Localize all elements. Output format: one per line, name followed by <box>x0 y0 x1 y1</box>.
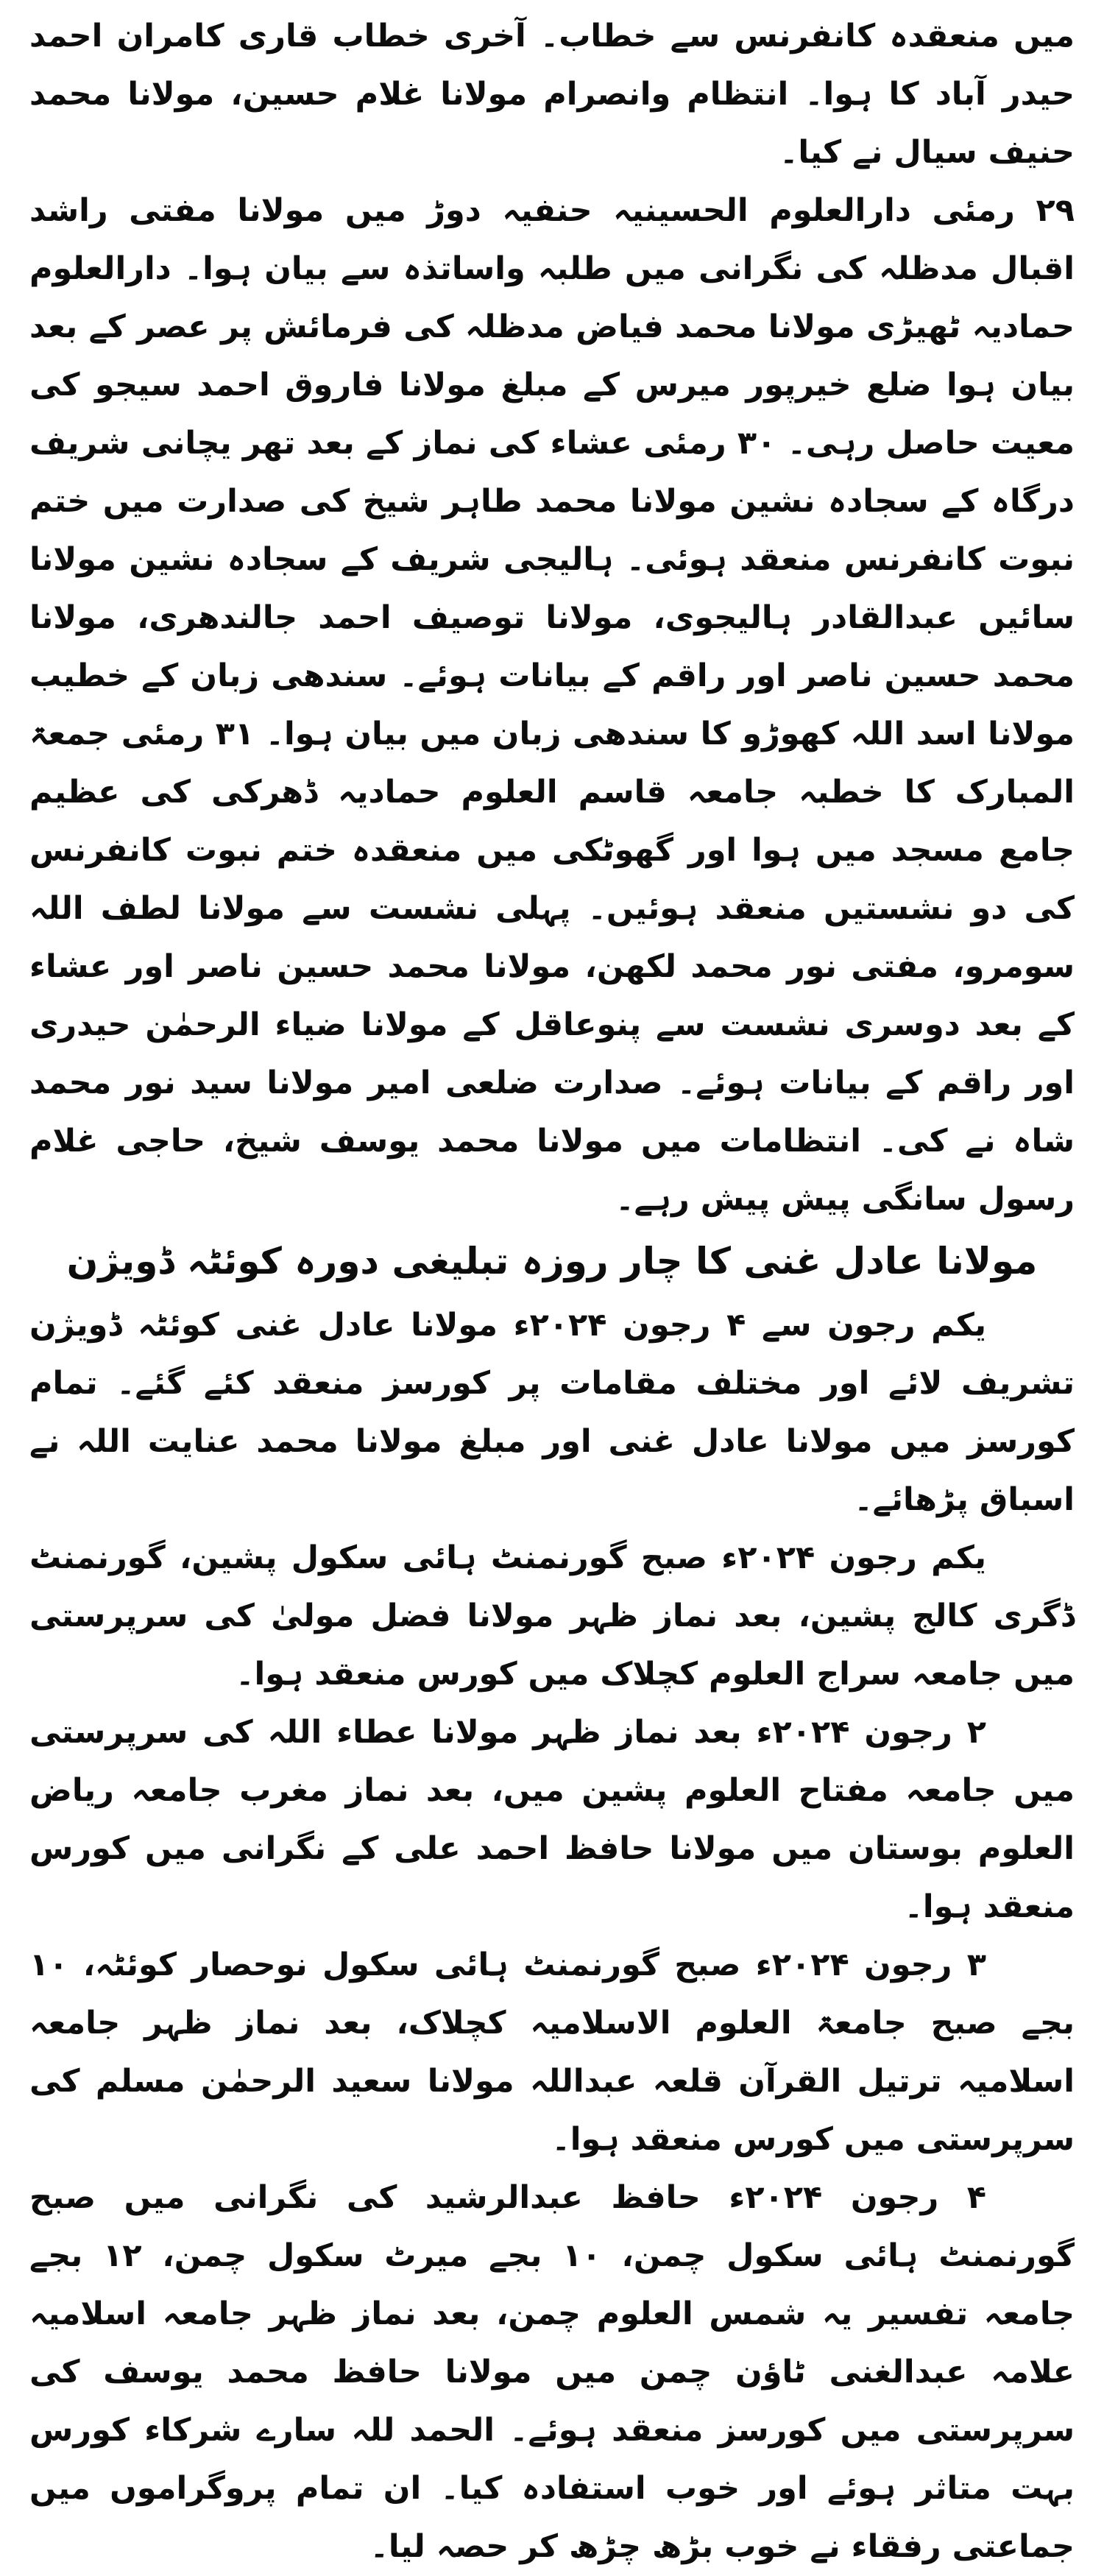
paragraph-intro-continuation: میں منعقدہ کانفرنس سے خطاب۔ آخری خطاب قاری کامران احمد حیدر آباد کا ہوا۔ انتظام وانصرام مولانا غلام حسین، مولانا محمد حنیف سیال نے کیا۔ <box>29 18 1075 171</box>
article-page <box>29 7 1075 2565</box>
paragraph-june-3: ۳ رجون ۲۰۲۴ء صبح گورنمنٹ ہائی سکول نوحصار کوئٹہ، ۱۰ بجے صبح جامعۃ العلوم الاسلامیہ کچلاک، بعد نماز ظہر جامعہ اسلامیہ ترتیل القرآن قلعہ عبداللہ مولانا سعید الرحمٰن مسلم کی سرپرستی میں کورس منعقد ہوا۔ <box>29 1947 1075 2158</box>
paragraph-may-events: ۲۹ رمئی دارالعلوم الحسینیہ حنفیہ دوڑ میں مولانا مفتی راشد اقبال مدظلہ کی نگرانی میں طلبہ واساتذہ سے بیان ہوا۔ دارالعلوم حمادیہ ٹھیڑی مولانا محمد فیاض مدظلہ کی فرمائش پر عصر کے بعد بیان ہوا ضلع خیرپور میرس کے مبلغ مولانا فاروق احمد سیجو کی معیت حاصل رہی۔ ۳۰ رمئی عشاء کی نماز کے بعد تھر یچانی شریف درگاہ کے سجادہ نشین مولانا محمد طاہر شیخ کی صدارت میں ختم نبوت کانفرنس منعقد ہوئی۔ ہالیجی شریف کے سجادہ نشین مولانا سائیں عبدالقادر ہالیجوی، مولانا توصیف احمد جالندھری، مولانا محمد حسین ناصر اور راقم کے بیانات ہوئے۔ سندھی زبان کے خطیب مولانا اسد اللہ کھوڑو کا سندھی زبان میں بیان ہوا۔ ۳۱ رمئی جمعۃ المبارک کا خطبہ جامعہ قاسم العلوم حمادیہ ڈھرکی کی عظیم جامع مسجد میں ہوا اور گھوٹکی میں منعقدہ ختم نبوت کانفرنس کی دو نشستیں منعقد ہوئیں۔ پہلی نشست سے مولانا لطف اللہ سومرو، مفتی نور محمد لکھن، مولانا محمد حسین ناصر اور عشاء کے بعد دوسری نشست سے پنوعاقل کے مولانا ضیاء الرحمٰن حیدری اور راقم کے بیانات ہوئے۔ صدارت ضلعی امیر مولانا سید نور محمد شاہ نے کی۔ انتظامات میں مولانا محمد یوسف شیخ، حاجی غلام رسول سانگی پیش پیش رہے۔ <box>29 192 1075 1218</box>
section-heading: مولانا عادل غنی کا چار روزہ تبلیغی دورہ کوئٹہ ڈویژن <box>66 1240 1038 1282</box>
paragraph-quetta-intro: یکم رجون سے ۴ رجون ۲۰۲۴ء مولانا عادل غنی کوئٹہ ڈویژن تشریف لائے اور مختلف مقامات پر کورسز منعقد کئے گئے۔ تمام کورسز میں مولانا عادل غنی اور مبلغ مولانا محمد عنایت اللہ نے اسباق پڑھائے۔ <box>29 1307 1075 1518</box>
paragraph-june-2: ۲ رجون ۲۰۲۴ء بعد نماز ظہر مولانا عطاء اللہ کی سرپرستی میں جامعہ مفتاح العلوم پشین میں، بعد نماز مغرب جامعہ ریاض العلوم بوستان میں مولانا حافظ احمد علی کے نگرانی میں کورس منعقد ہوا۔ <box>29 1714 1075 1925</box>
paragraph-june-1: یکم رجون ۲۰۲۴ء صبح گورنمنٹ ہائی سکول پشین، گورنمنٹ ڈگری کالج پشین، بعد نماز ظہر مولانا فضل مولیٰ کی سرپرستی میں جامعہ سراج العلوم کچلاک میں کورس منعقد ہوا۔ <box>29 1539 1075 1693</box>
paragraph-june-4: ۴ رجون ۲۰۲۴ء حافظ عبدالرشید کی نگرانی میں صبح گورنمنٹ ہائی سکول چمن، ۱۰ بجے میرٹ سکول چمن، ۱۲ بجے جامعہ تفسیر یہ شمس العلوم چمن، بعد نماز ظہر جامعہ اسلامیہ علامہ عبدالغنی ٹاؤن چمن میں مولانا حافظ محمد یوسف کی سرپرستی میں کورسز منعقد ہوئے۔ الحمد للہ سارے شرکاء کورس بہت متاثر ہوئے اور خوب استفادہ کیا۔ ان تمام پروگراموں میں جماعتی رفقاء نے خوب بڑھ چڑھ کر حصہ لیا۔ <box>29 2179 1075 2565</box>
